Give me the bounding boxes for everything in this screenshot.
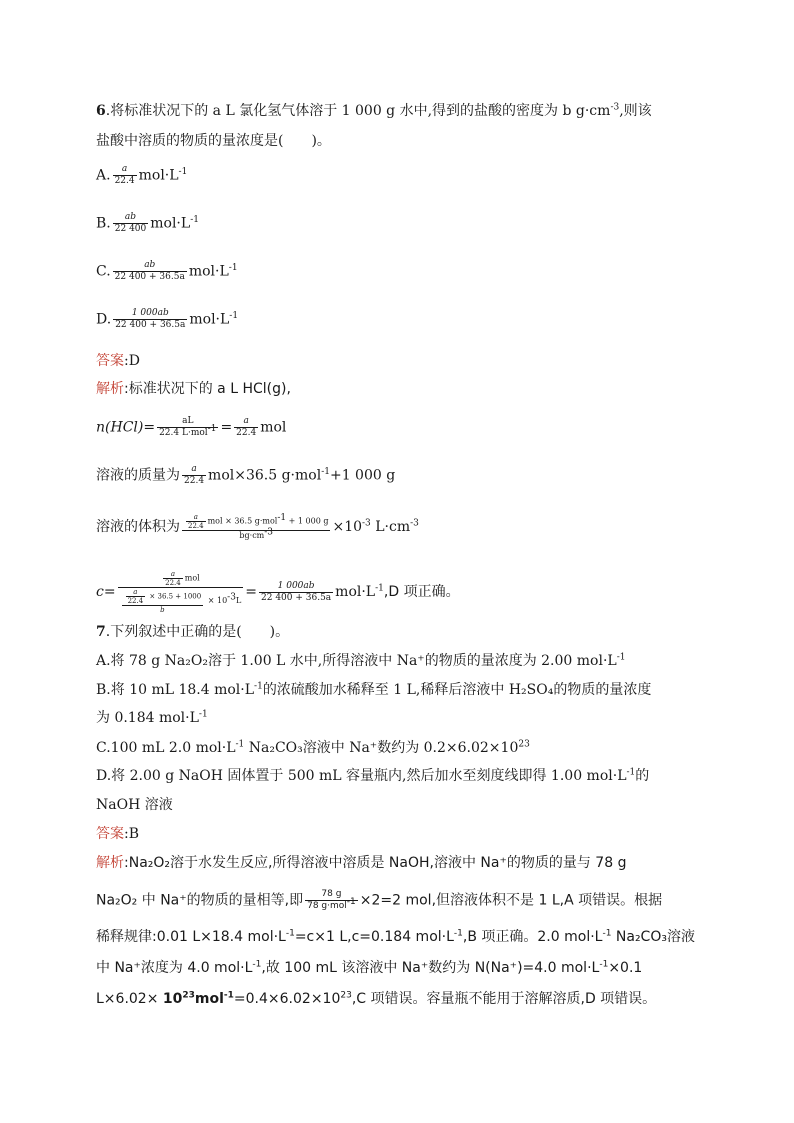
q7-analysis-line3: 稀释规律:0.01 L×18.4 $mol\cdot L^{-1}=c\times 1$ L,c=0.184 $mol\cdot L^{-1},B$ 项正确。2.0 $mol\cdot L^{-1}$ Na₂CO₃溶液 — [96, 928, 695, 945]
q7-option-d-line1: D.将 2.00 g NaOH 固体置于 500 mL 容量瓶内,然后加水至刻度线即得 1.00 $mol\cdot L^{-1}$的 — [96, 767, 650, 784]
q6-concentration-equation: c= $\frac{a}{22.4}$ mol $\frac{a}{22.4}$ × 36.5 + 1000 b × $10^{-3}L$ = $\frac{1 000ab}{22 400 + 36.5a}$ $mol\cdot L^{-1},D$ 项正确。 — [96, 570, 460, 614]
q6-stem-line2: 盐酸中溶质的物质的量浓度是( )。 — [96, 133, 331, 149]
q7-analysis-line4: 中 Na⁺浓度为 4.0 $mol\cdot L^{-1}$,故 100 mL 该溶液中 Na⁺数约为 N(Na⁺)=4.0 $mol\cdot L^{-1}\times 0.1$ — [96, 959, 643, 976]
q6-analysis-line1: 解析:标准状况下的 a L HCl(g), — [96, 381, 291, 397]
q7-answer: 答案:B — [96, 826, 140, 842]
q6-moles-equation: n(HCl)= aL 22.4 L·mol$^{-1}$ = $\frac{a}{22.4}$ mol — [96, 416, 287, 438]
q6-stem-line1: 6.将标准状况下的 a L 氯化氢气体溶于 1 000 g 水中,得到的盐酸的密度为 b $g\cdot cm^{-3}$,则该 — [96, 102, 652, 119]
q7-option-d-line2: NaOH 溶液 — [96, 797, 173, 813]
q6-option-b: B. $\frac{ab}{22 400}$ $mol\cdot L^{-1}$ — [96, 212, 199, 234]
q6-volume-equation: 溶液的体积为 $\frac{a}{22.4}$ mol × 36.5 g·mol$^{-1}$ + 1 000 g $bg\cdot cm^{-3}$ $\times 10^{-3}$ $L\cdot cm^{-3}$ — [96, 512, 419, 540]
answer-label: 答案 — [96, 353, 124, 369]
q7-analysis-line5: $L\times 6.02\times 10^{23}mol^{-1}=0.4\times 6.02\times 10^{23},C$ 项错误。容量瓶不能用于溶解溶质,D 项错误。 — [96, 990, 657, 1007]
q7-stem: 7.下列叙述中正确的是( )。 — [96, 624, 290, 640]
q7-option-b-line1: B.将 10 mL 18.4 $mol\cdot L^{-1}$的浓硫酸加水稀释至 1 L,稀释后溶液中 H₂SO₄的物质的量浓度 — [96, 681, 652, 698]
q6-option-c: C. $\frac{ab}{22 400 + 36.5a}$ $mol\cdot L^{-1}$ — [96, 260, 238, 282]
q7-option-c: C.100 mL 2.0 $mol\cdot L^{-1}$ Na₂CO₃溶液中 Na⁺数约为 $0.2\times 6.02\times 10^{23}$ — [96, 739, 530, 756]
q7-number: 7 — [96, 624, 106, 640]
q6-answer: 答案:D — [96, 353, 140, 369]
q6-number: 6 — [96, 103, 106, 119]
q7-option-b-line2: 为 0.184 $mol\cdot L^{-1}$ — [96, 709, 208, 726]
q7-analysis-line1: 解析:Na₂O₂溶于水发生反应,所得溶液中溶质是 NaOH,溶液中 Na⁺的物质的量与 78 g — [96, 855, 627, 871]
q6-mass-equation: 溶液的质量为 $\frac{a}{22.4}$ mol×36.5 g·mol$^{-1}$+1 000 g — [96, 464, 396, 486]
q6-option-a: A. $\frac{a}{22.4}$ $mol\cdot L^{-1}$ — [96, 164, 188, 186]
answer-label: 答案 — [96, 826, 124, 842]
analysis-label: 解析 — [96, 855, 124, 871]
q6-option-d: D. $\frac{1 000ab}{22 400 + 36.5a}$ $mol\cdot L^{-1}$ — [96, 308, 239, 330]
analysis-label: 解析 — [96, 381, 124, 397]
q7-analysis-line2: Na₂O₂ 中 Na⁺的物质的量相等,即 78 g 78 g·mol$^{-1}$ ×2=2 mol,但溶液体积不是 1 L,A 项错误。根据 — [96, 889, 663, 911]
q7-option-a: A.将 78 g Na₂O₂溶于 1.00 L 水中,所得溶液中 Na⁺的物质的量浓度为 2.00 $mol\cdot L^{-1}$ — [96, 652, 626, 669]
